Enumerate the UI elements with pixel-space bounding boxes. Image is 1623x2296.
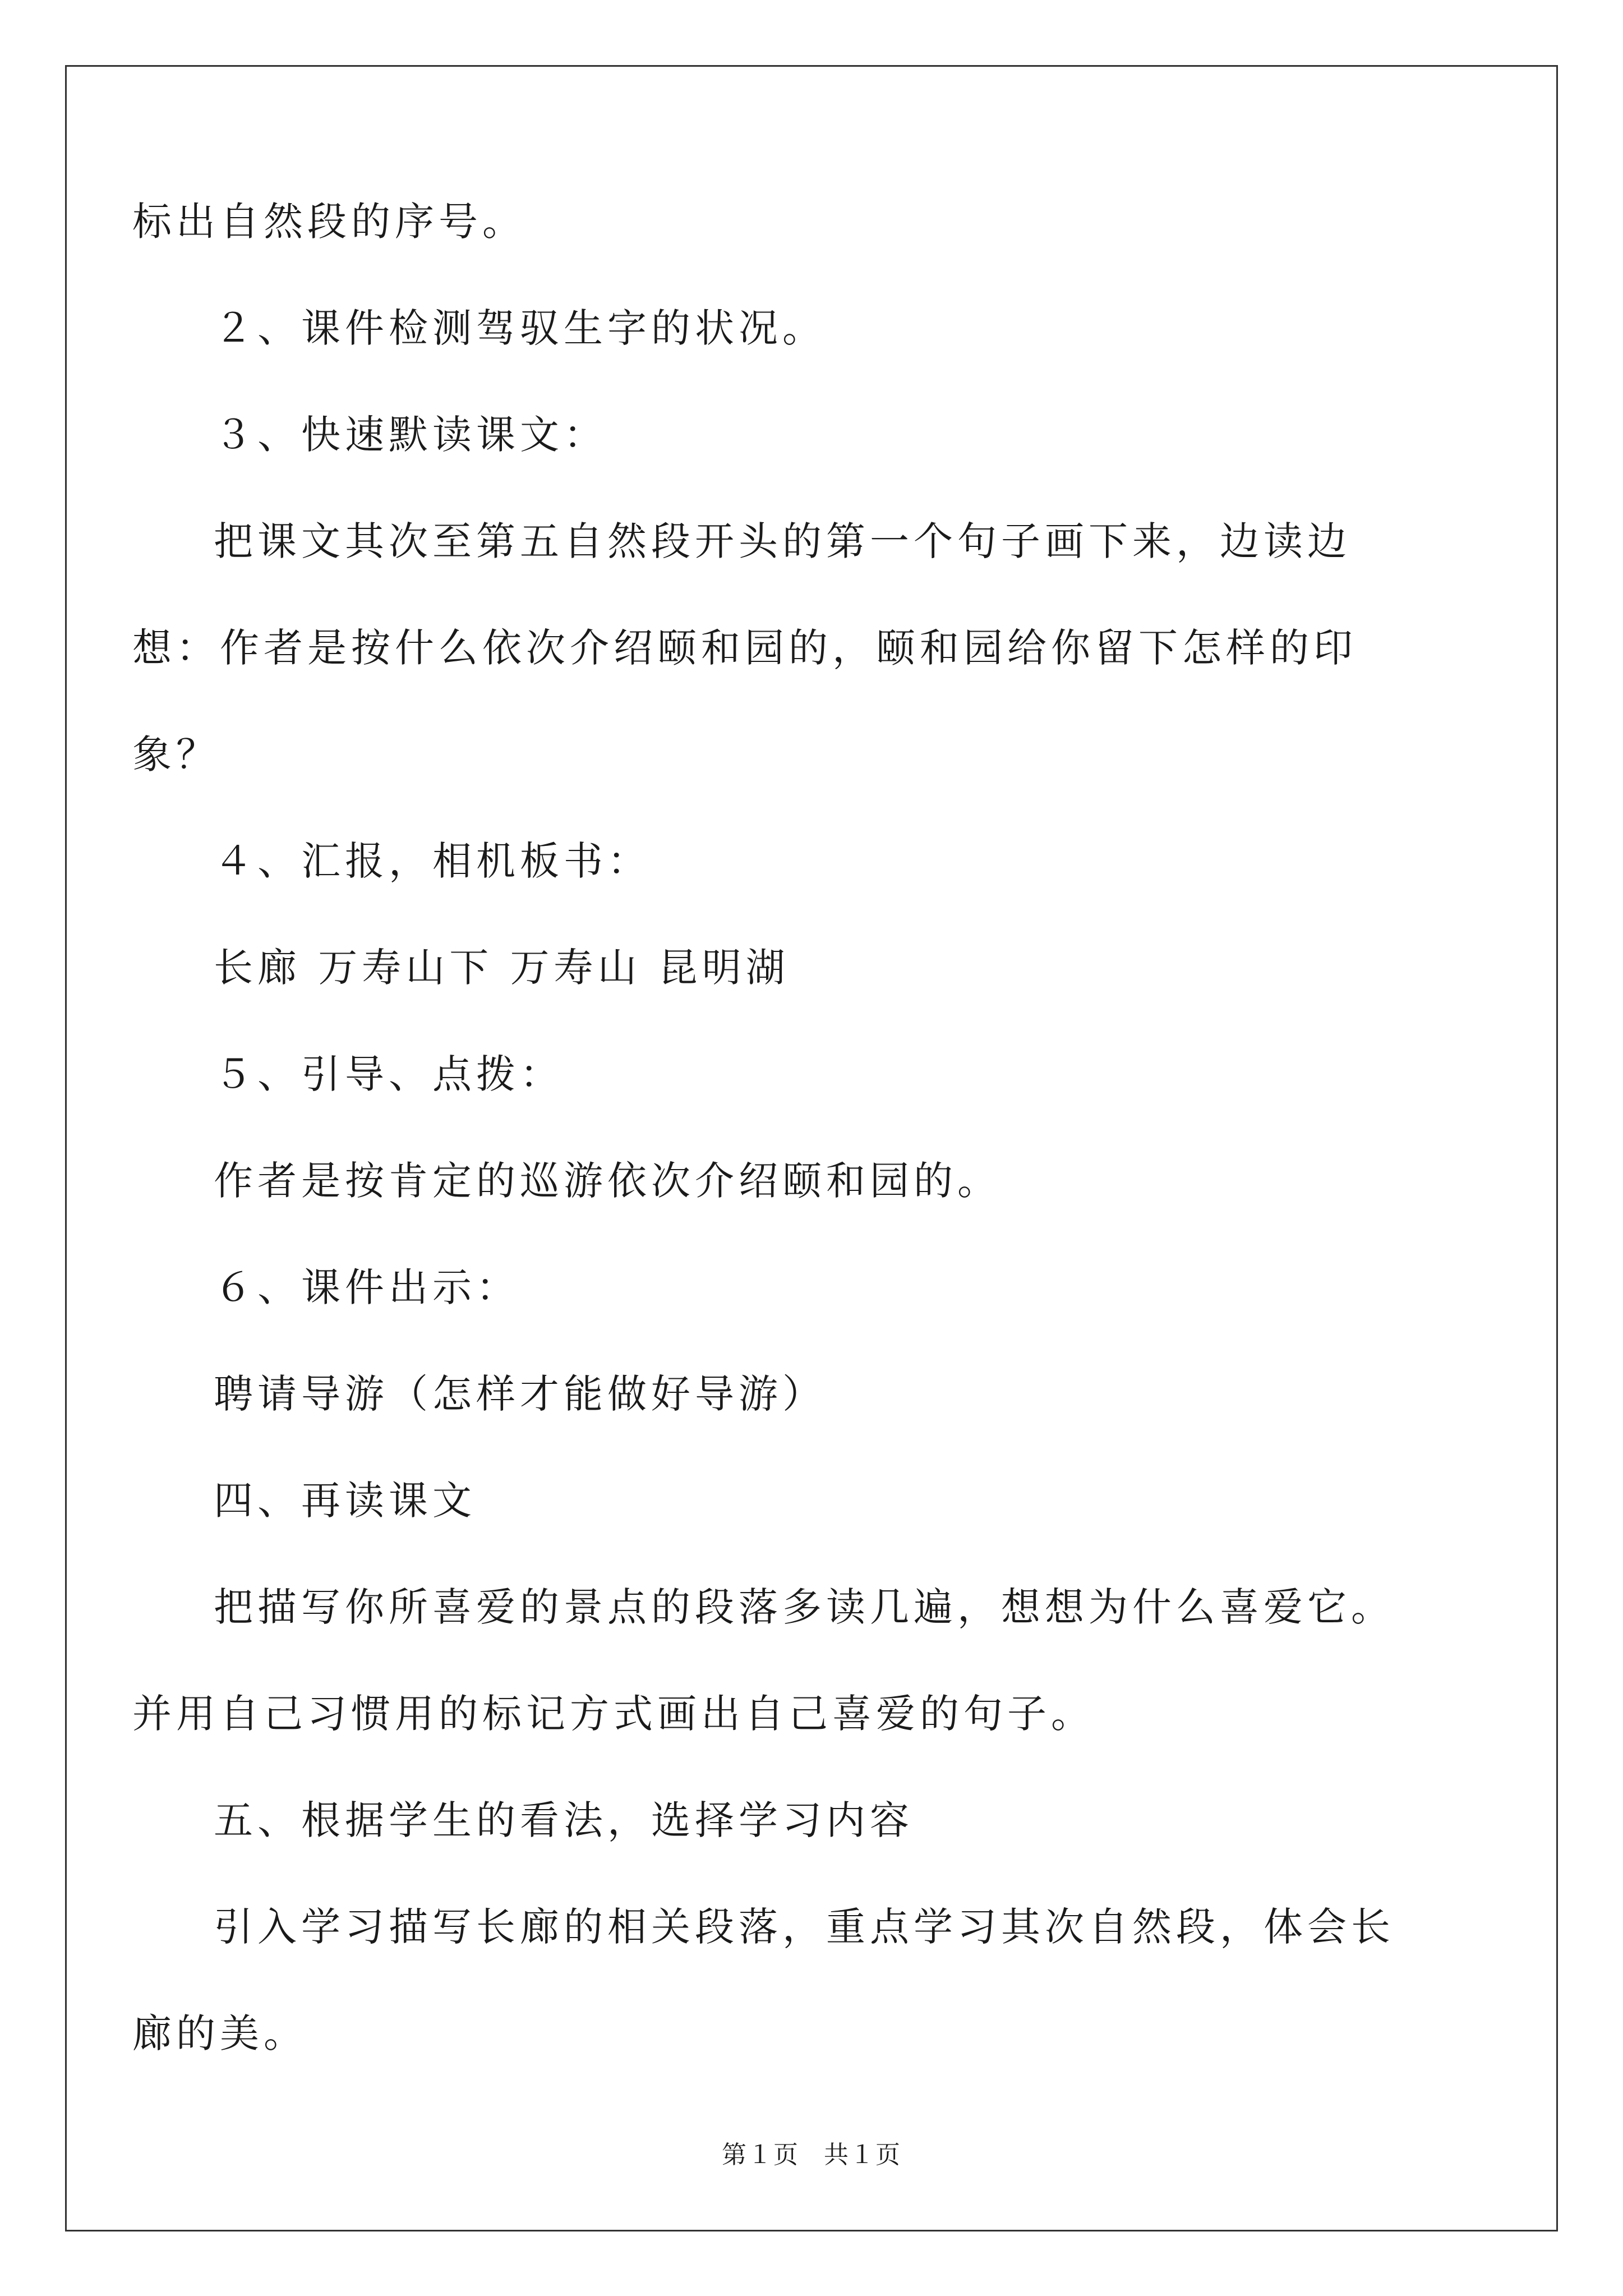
paragraph-4: 把课文其次至第五自然段开头的第一个句子画下来，边读边想：作者是按什么依次介绍颐和园的，颐和园给你留下怎样的印象？ [132, 518, 1357, 777]
paragraph-12: 把描写你所喜爱的景点的段落多读几遍，想想为什么喜爱它。并用自己习惯用的标记方式画出自己喜爱的句子。 [132, 1584, 1395, 1737]
paragraph-2: ２、课件检测驾驭生字的状况。 [214, 305, 826, 351]
paragraph-1: 标出自然段的序号。 [132, 199, 526, 245]
paragraph-13: 五、根据学生的看法，选择学习内容 [214, 1797, 914, 1843]
paragraph-3: ３、快速默读课文： [214, 412, 607, 458]
paragraph-8: 作者是按肯定的巡游依次介绍颐和园的。 [214, 1158, 1001, 1204]
paragraph-9: ６、课件出示： [214, 1264, 520, 1310]
page-total: 共１页 [824, 2141, 901, 2169]
paragraph-14: 引入学习描写长廊的相关段落，重点学习其次自然段，体会长廊的美。 [132, 1904, 1395, 2056]
page-footer [0, 2134, 1623, 2170]
document-body [132, 168, 1433, 2087]
paragraph-10: 聘请导游（怎样才能做好导游） [214, 1371, 826, 1417]
paragraph-11: 四、再读课文 [214, 1478, 476, 1524]
page-number: 第１页 [722, 2141, 799, 2169]
paragraph-6: 长廊 万寿山下 万寿山 昆明湖 [214, 945, 790, 991]
paragraph-7: ５、引导、点拨： [214, 1051, 564, 1097]
paragraph-5: ４、汇报，相机板书： [214, 838, 651, 884]
